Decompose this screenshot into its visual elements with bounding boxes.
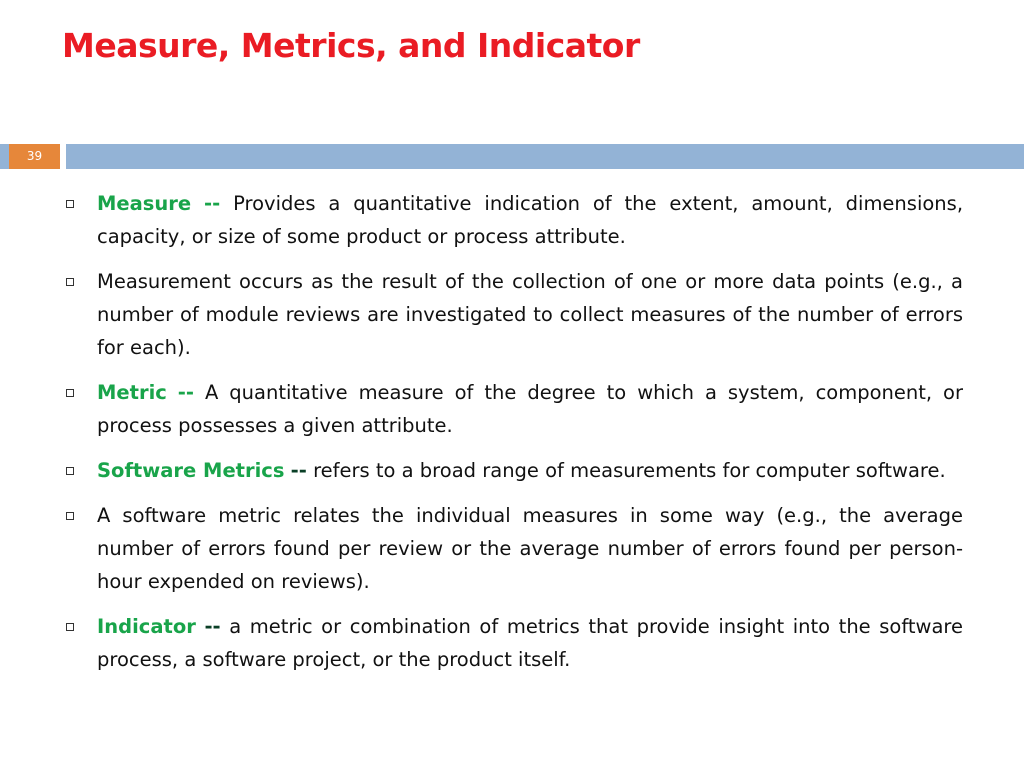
term-separator: -- [177,381,194,404]
bullet-body: A software metric relates the individual measures in some way (e.g., the average number of errors found per review or the average number of errors found per person-hour expended on reviews). [97,504,963,593]
bullet-body: a metric or combination of metrics that provide insight into the software process, a software project, or the product itself. [97,615,964,671]
term-label: Metric [97,381,167,404]
term-separator: -- [204,615,221,638]
term-label: Measure [97,192,192,215]
bullet-body: refers to a broad range of measurements for computer software. [313,459,946,482]
square-bullet-icon [66,623,74,631]
bullet-text [97,265,963,364]
bullet-metric [66,376,963,442]
square-bullet-icon [66,512,74,520]
square-bullet-icon [66,389,74,397]
page-number: 39 [9,144,60,169]
bullet-text [97,187,963,253]
bullet-body: A quantitative measure of the degree to which a system, component, or process possesses a given attribute. [97,381,964,437]
header-band-left [0,144,9,169]
square-bullet-icon [66,200,74,208]
bullet-text [97,454,963,487]
term-label: Software Metrics [97,459,285,482]
bullet-measure [66,187,963,253]
bullet-text [97,610,963,676]
bullet-body: Measurement occurs as the result of the collection of one or more data points (e.g., a number of module reviews are investigated to collect measures of the number of errors for each). [97,270,963,359]
bullet-list [66,187,963,688]
square-bullet-icon [66,467,74,475]
bullet-indicator [66,610,963,676]
bullet-body: Provides a quantitative indication of the extent, amount, dimensions, capacity, or size of some product or process attribute. [97,192,964,248]
bullet-measurement [66,265,963,364]
term-separator: -- [290,459,307,482]
term-label: Indicator [97,615,196,638]
bullet-software-metrics [66,454,963,487]
slide-title: Measure, Metrics, and Indicator [62,26,640,65]
term-separator: -- [204,192,221,215]
bullet-software-metric-relation [66,499,963,598]
header-band [66,144,1024,169]
bullet-text [97,499,963,598]
square-bullet-icon [66,278,74,286]
bullet-text [97,376,963,442]
